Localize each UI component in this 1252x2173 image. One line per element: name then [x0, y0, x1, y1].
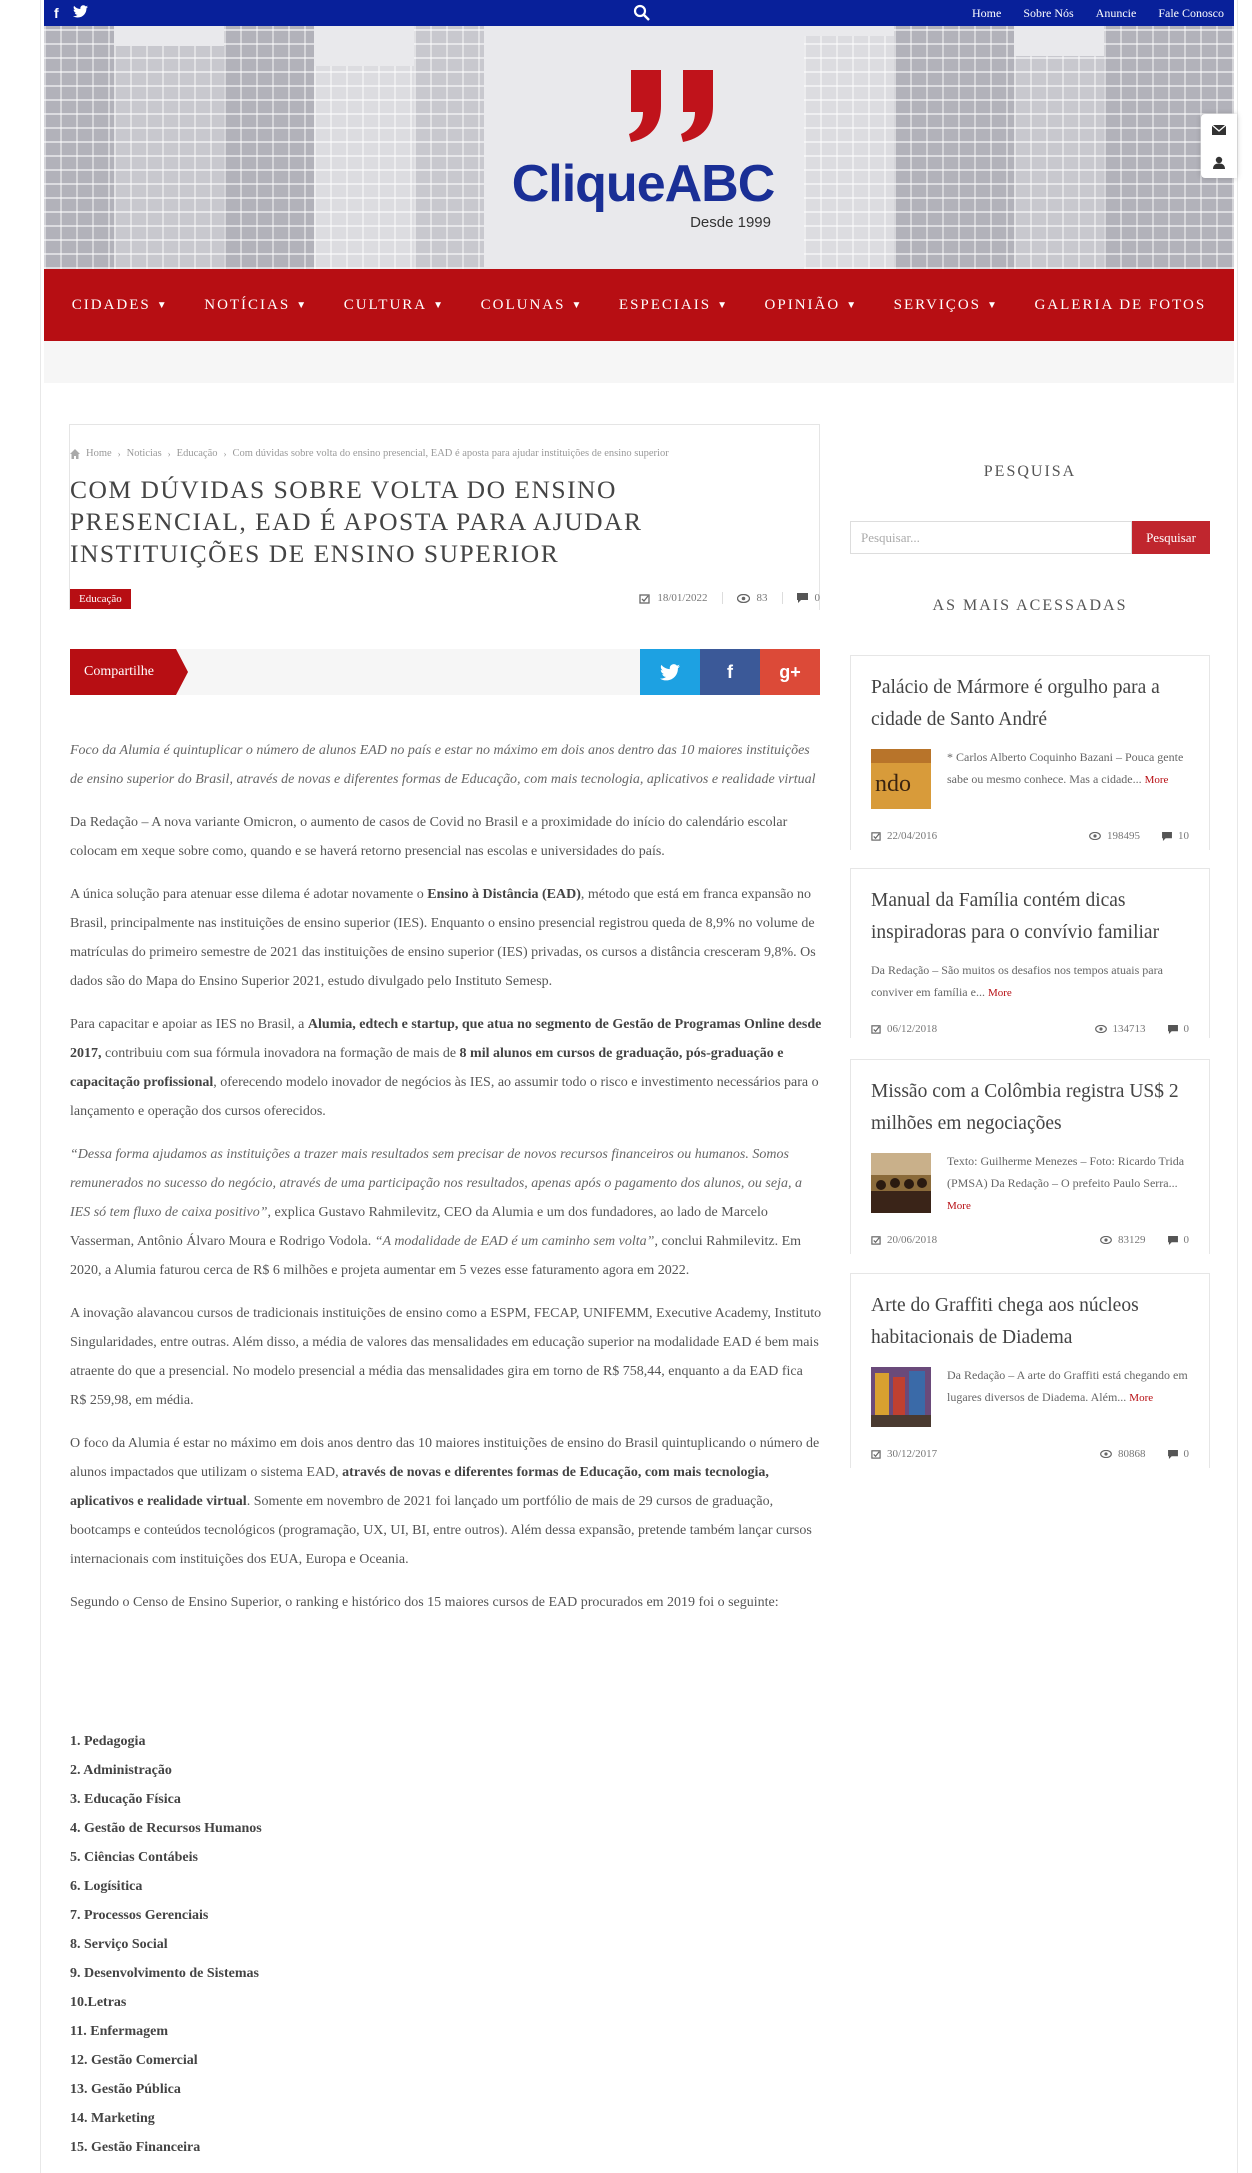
article-comments[interactable]: 0 [814, 592, 820, 604]
article-paragraph: A única solução para atenuar esse dilema é adotar novamente o Ensino à Distância (EAD), método que está em franca expansão no Brasil, principalmente nas instituições de ensino superior (IES). Enquanto o ensino presencial registrou queda de 8,9% no volume de matrículas do primeiro semestre de 2021 das instituições de ensino superior (IES) privadas, os cursos a distância cresceram 9,8%. Os dados são do Mapa do Ensino Superior 2021, estudo divulgado pelo Instituto Semesp. [70, 887, 816, 989]
card-title[interactable]: Manual da Família contém dicas inspiradoras para o convívio familiar [871, 890, 1160, 943]
search-icon[interactable] [633, 4, 651, 22]
chevron-down-icon: ▼ [571, 299, 584, 311]
page-title: COM DÚVIDAS SOBRE VOLTA DO ENSINO PRESENCIAL, EAD É APOSTA PARA AJUDAR INSTITUIÇÕES DE ENSINO SUPERIOR [70, 475, 643, 568]
home-icon [70, 449, 80, 459]
list-item: 11. Enfermagem [70, 2024, 168, 2039]
site-logo[interactable] [503, 70, 783, 230]
chevron-right-icon: › [117, 448, 121, 459]
calendar-icon [639, 593, 650, 604]
twitter-icon [660, 664, 680, 681]
comment-icon [1168, 1025, 1178, 1034]
top-bar [44, 0, 1234, 26]
google-plus-icon: g+ [779, 661, 801, 682]
user-icon[interactable] [1201, 146, 1237, 178]
article-paragraph: “Dessa forma ajudamos as instituições a trazer mais resultados sem precisar de novos recursos financeiros ou humanos. Somos remunerados no sucesso do negócio, através de uma participação nos resultados, apenas após o pagamento dos alunos, ou seja, a IES só tem fluxo de caixa positivo”, explica Gustavo Rahmilevitz, CEO da Alumia e um dos fundadores, ao lado de Marcelo Vasserman, Antônio Álvaro Moura e Rodrigo Vodola. “A modalidade de EAD é um caminho sem volta”, conclui Rahmilevitz. Em 2020, a Alumia faturou cerca de R$ 6 milhões e projeta aumentar em 5 vezes esse faturamento agora em 2022. [70, 1147, 802, 1278]
card-excerpt: Da Redação – A arte do Graffiti está chegando em lugares diversos de Diadema. Além... More [947, 1368, 1188, 1404]
list-item: 7. Processos Gerenciais [70, 1908, 209, 1923]
share-bar [70, 649, 820, 695]
nav-servicos[interactable]: SERVIÇOS ▼ [893, 296, 999, 313]
article-body [70, 736, 822, 1631]
floating-widget [1201, 114, 1237, 178]
article-views: 83 [756, 592, 768, 604]
nav-especiais[interactable]: ESPECIAIS ▼ [618, 296, 729, 313]
social-links [54, 5, 88, 21]
article-paragraph: Da Redação – A nova variante Omicron, o aumento de casos de Covid no Brasil e a proximidade do início do calendário escolar colocam em xeque sobre como, quando e se haverá retorno presencial nas escolas e universidades do país. [70, 815, 788, 859]
card-title[interactable]: Arte do Graffiti chega aos núcleos habitacionais de Diadema [871, 1295, 1139, 1348]
card-meta: 20/06/2018 83129 0 [871, 1234, 1189, 1246]
chevron-down-icon: ▼ [717, 299, 729, 311]
share-googleplus-button[interactable] [760, 649, 820, 695]
comment-icon [1168, 1450, 1178, 1459]
comment-icon [1168, 1236, 1178, 1245]
calendar-icon [871, 831, 881, 841]
more-link[interactable]: More [987, 987, 1012, 999]
eye-icon [737, 594, 750, 603]
twitter-icon[interactable] [73, 5, 88, 21]
popular-card[interactable] [850, 1273, 1210, 1468]
article-paragraph: A inovação alavancou cursos de tradicionais instituições de ensino como a ESPM, FECAP, UNIFEMM, Executive Academy, Instituto Singularidades, entre outras. Além disso, a média de valores das mensalidades em educação superior na modalidade EAD é bem mais atraente do que a presencial. No modelo presencial a média das mensalidades gira em torno de R$ 758,44, enquanto a da EAD fica R$ 259,98, em média. [70, 1306, 822, 1408]
calendar-icon [871, 1024, 881, 1034]
article-meta [639, 592, 820, 604]
popular-card[interactable] [850, 868, 1210, 1038]
mail-icon[interactable] [1201, 114, 1237, 146]
card-thumbnail[interactable] [871, 749, 931, 809]
facebook-icon: f [727, 661, 733, 682]
list-item: 14. Marketing [70, 2111, 155, 2126]
article-paragraph: Para capacitar e apoiar as IES no Brasil, a Alumia, edtech e startup, que atua no segmento de Gestão de Programas Online desde 2017, contribuiu com sua fórmula inovadora na formação de mais de 8 mil alunos em cursos de graduação, pós-graduação e capacitação profissional, oferecendo modelo inovador de negócios às IES, ao assumir todo o risco e investimento necessários para o lançamento e operação dos cursos oferecidos. [70, 1017, 822, 1119]
breadcrumb-current: Com dúvidas sobre volta do ensino presencial, EAD é aposta para ajudar instituições de ensino superior [232, 448, 669, 459]
list-item: 4. Gestão de Recursos Humanos [70, 1821, 262, 1836]
breadcrumb-noticias[interactable]: Noticias [126, 448, 162, 459]
header-banner [44, 26, 1234, 269]
list-item: 6. Logísitica [70, 1879, 143, 1894]
list-item: 1. Pedagogia [70, 1734, 146, 1749]
chevron-right-icon: › [223, 448, 227, 459]
card-excerpt: Da Redação – São muitos os desafios nos tempos atuais para conviver em família e... More [871, 963, 1163, 999]
chevron-down-icon: ▼ [156, 299, 169, 311]
chevron-right-icon: › [167, 448, 171, 459]
chevron-down-icon: ▼ [433, 299, 446, 311]
search-button[interactable]: Pesquisar [1132, 521, 1210, 554]
card-meta: 30/12/2017 80868 0 [871, 1448, 1189, 1460]
list-item: 10.Letras [70, 1995, 127, 2010]
breadcrumb-home[interactable]: Home [86, 448, 112, 459]
top-links [972, 6, 1224, 21]
list-item: 12. Gestão Comercial [70, 2053, 198, 2068]
top-link-contato[interactable]: Fale Conosco [1158, 6, 1224, 20]
breadcrumb-educacao[interactable]: Educação [176, 448, 218, 459]
card-title[interactable]: Palácio de Mármore é orgulho para a cidade de Santo André [871, 677, 1160, 730]
eye-icon [1095, 1025, 1107, 1033]
search-input[interactable]: Pesquisar... [850, 521, 1132, 554]
popular-card[interactable] [850, 655, 1210, 850]
course-list [70, 1727, 262, 2162]
calendar-icon [871, 1449, 881, 1459]
popular-card[interactable] [850, 1059, 1210, 1254]
facebook-icon[interactable]: f [54, 5, 59, 21]
main-nav [44, 269, 1234, 341]
list-item: 8. Serviço Social [70, 1937, 168, 1952]
card-excerpt: Texto: Guilherme Menezes – Foto: Ricardo Trida (PMSA) Da Redação – O prefeito Paulo Serra... More [947, 1154, 1185, 1212]
top-link-home[interactable]: Home [972, 6, 1002, 20]
popular-heading: AS MAIS ACESSADAS [932, 597, 1128, 614]
comment-icon [797, 593, 808, 603]
svg-text:ndo: ndo [875, 771, 911, 797]
list-item: 2. Administração [70, 1763, 172, 1778]
chevron-down-icon: ▼ [987, 299, 999, 311]
list-item: 5. Ciências Contábeis [70, 1850, 198, 1865]
list-item: 13. Gestão Pública [70, 2082, 181, 2097]
nav-cultura[interactable]: CULTURA ▼ [343, 296, 446, 313]
list-item: 9. Desenvolvimento de Sistemas [70, 1966, 259, 1981]
list-item: 15. Gestão Financeira [70, 2140, 201, 2155]
eye-icon [1100, 1450, 1112, 1458]
list-item: 3. Educação Física [70, 1792, 181, 1807]
card-thumbnail[interactable] [871, 1153, 931, 1213]
eye-icon [1089, 832, 1101, 840]
nav-opiniao[interactable]: OPINIÃO ▼ [764, 296, 859, 313]
share-label: Compartilhe [70, 649, 176, 695]
article-lead: Foco da Alumia é quintuplicar o número de alunos EAD no país e estar no máximo em dois anos dentro das 10 maiores instituições de ensino superior do Brasil, através de novas e diferentes formas de Educação, com mais tecnologia, aplicativos e realidade virtual [70, 743, 816, 787]
eye-icon [1100, 1236, 1112, 1244]
article-paragraph: O foco da Alumia é estar no máximo em dois anos dentro das 10 maiores instituições de ensino do Brasil quintuplicando o número de alunos impactados que utilizam o sistema EAD, através de novas e diferentes formas de Educação, com mais tecnologia, aplicativos e realidade virtual. Somente em novembro de 2021 foi lançado um portfólio de mais de 29 cursos de graduação, bootcamps e conteúdos tecnológicos (programação, UX, UI, BI, entre outros). Além dessa expansão, pretende também lançar cursos internacionais com instituições dos EUA, Europa e Oceania. [70, 1436, 820, 1567]
card-excerpt: * Carlos Alberto Coquinho Bazani – Pouca gente sabe ou mesmo conhece. Mas a cidade... More [947, 750, 1184, 786]
card-meta: 22/04/2016 198495 10 [871, 830, 1189, 842]
search-heading: PESQUISA [983, 463, 1077, 480]
chevron-down-icon: ▼ [296, 299, 309, 311]
calendar-icon [871, 1235, 881, 1245]
logo-tagline: Desde 1999 [690, 214, 771, 231]
share-twitter-button[interactable] [640, 649, 700, 695]
category-badge[interactable]: Educação [70, 589, 131, 609]
chevron-down-icon: ▼ [846, 299, 859, 311]
logo-name: CliqueABC [511, 155, 775, 213]
more-link[interactable]: More [1144, 774, 1169, 786]
top-link-anuncie[interactable]: Anuncie [1095, 6, 1137, 20]
card-meta: 06/12/2018 134713 0 [871, 1023, 1189, 1035]
share-facebook-button[interactable] [700, 649, 760, 695]
nav-cidades[interactable]: CIDADES ▼ [71, 296, 169, 313]
more-link[interactable]: More [1129, 1392, 1154, 1404]
breadcrumb [70, 448, 669, 459]
card-thumbnail[interactable] [871, 1367, 931, 1427]
comment-icon [1162, 832, 1172, 841]
article-date: 18/01/2022 [657, 592, 708, 604]
nav-colunas[interactable]: COLUNAS ▼ [480, 296, 584, 313]
top-link-sobre[interactable]: Sobre Nós [1023, 6, 1074, 20]
nav-noticias[interactable]: NOTÍCIAS ▼ [204, 296, 309, 313]
nav-galeria[interactable]: GALERIA DE FOTOS [1034, 296, 1207, 313]
card-title[interactable]: Missão com a Colômbia registra US$ 2 milhões em negociações [871, 1081, 1179, 1134]
article-paragraph: Segundo o Censo de Ensino Superior, o ranking e histórico dos 15 maiores cursos de EAD procurados em 2019 foi o seguinte: [70, 1595, 779, 1610]
more-link[interactable]: More [947, 1200, 971, 1212]
sub-nav-bar [44, 341, 1234, 383]
